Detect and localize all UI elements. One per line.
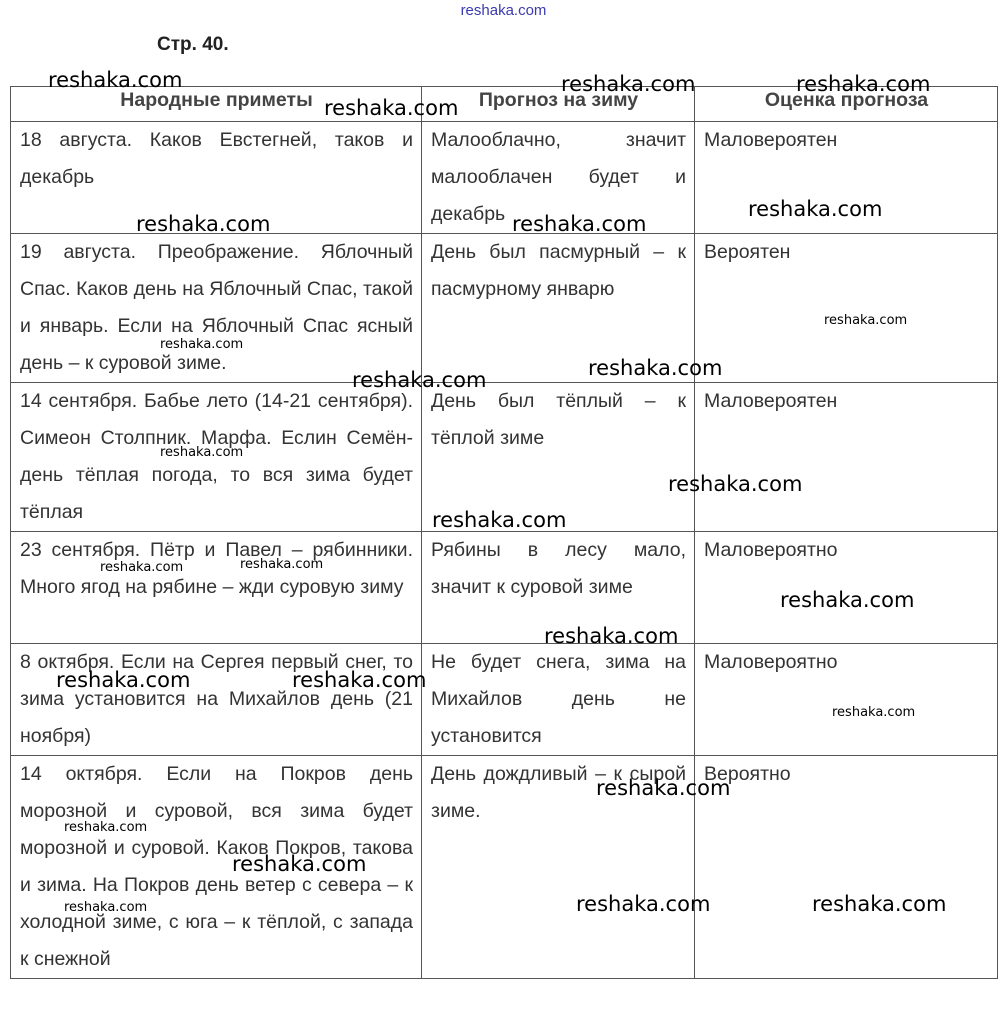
assessment-cell: Маловероятно xyxy=(695,532,998,644)
watermark: reshaka.com xyxy=(832,705,916,720)
watermark: reshaka.com xyxy=(64,820,148,835)
watermark: reshaka.com xyxy=(48,68,183,92)
sign-cell: 19 августа. Преображение. Яблочный Спас. Каков день на Яблочный Спас, такой и январь. Если на Яблочный Спас ясный день – к суровой зиме. xyxy=(11,234,422,383)
header-winter-forecast: Прогноз на зиму xyxy=(422,87,695,122)
watermark: reshaka.com xyxy=(100,560,184,575)
assessment-cell: Маловероятно xyxy=(695,644,998,756)
watermark: reshaka.com xyxy=(596,776,731,800)
page-number: Стр. 40. xyxy=(157,34,229,55)
sign-cell: 14 сентября. Бабье лето (14-21 сентября). Симеон Столпник. Марфа. Еслин Семён-день тёплая погода, то вся зима будет тёплая xyxy=(11,383,422,532)
watermark: reshaka.com xyxy=(136,212,271,236)
forecast-cell: День был пасмурный – к пасмурному январю xyxy=(422,234,695,383)
assessment-cell: Вероятно xyxy=(695,756,998,979)
forecast-cell: Рябины в лесу мало, значит к суровой зиме xyxy=(422,532,695,644)
forecast-cell: Не будет снега, зима на Михайлов день не установится xyxy=(422,644,695,756)
watermark: reshaka.com xyxy=(352,368,487,392)
table-row xyxy=(11,644,998,756)
site-link[interactable]: reshaka.com xyxy=(460,2,547,19)
watermark: reshaka.com xyxy=(160,445,244,460)
watermark: reshaka.com xyxy=(668,472,803,496)
table-row xyxy=(11,756,998,979)
watermark: reshaka.com xyxy=(160,337,244,352)
sign-cell: 8 октября. Если на Сергея первый снег, то зима установится на Михайлов день (21 ноября) xyxy=(11,644,422,756)
watermark: reshaka.com xyxy=(56,668,191,692)
watermark: reshaka.com xyxy=(812,892,947,916)
watermark: reshaka.com xyxy=(432,508,567,532)
forecast-cell: День дождливый – к сырой зиме. xyxy=(422,756,695,979)
watermark: reshaka.com xyxy=(561,72,696,96)
header-forecast-assessment: Оценка прогноза xyxy=(695,87,998,122)
watermark: reshaka.com xyxy=(780,588,915,612)
forecast-cell: Малооблачно, значит малооблачен будет и декабрь xyxy=(422,122,695,234)
watermark: reshaka.com xyxy=(324,96,459,120)
watermark: reshaka.com xyxy=(544,624,679,648)
assessment-cell: Маловероятен xyxy=(695,383,998,532)
watermark: reshaka.com xyxy=(240,557,324,572)
forecast-cell: День был тёплый – к тёплой зиме xyxy=(422,383,695,532)
header-folk-signs: Народные приметы xyxy=(11,87,422,122)
watermark: reshaka.com xyxy=(824,313,908,328)
watermark: reshaka.com xyxy=(576,892,711,916)
sign-cell: 18 августа. Каков Евстегней, таков и декабрь xyxy=(11,122,422,234)
watermark: reshaka.com xyxy=(588,356,723,380)
watermark: reshaka.com xyxy=(512,212,647,236)
table-row xyxy=(11,234,998,383)
assessment-cell: Вероятен xyxy=(695,234,998,383)
sign-cell: 23 сентября. Пётр и Павел – рябинники. Много ягод на рябине – жди суровую зиму xyxy=(11,532,422,644)
assessment-cell: Маловероятен xyxy=(695,122,998,234)
watermark: reshaka.com xyxy=(232,852,367,876)
watermark: reshaka.com xyxy=(796,72,931,96)
watermark: reshaka.com xyxy=(64,900,148,915)
watermark: reshaka.com xyxy=(292,668,427,692)
sign-cell: 14 октября. Если на Покров день морозной и суровой, вся зима будет морозной и суровой. Каков Покров, такова и зима. На Покров день ветер с севера – к холодной зиме, с юга – к тёплой, с запада к снежной xyxy=(11,756,422,979)
watermark: reshaka.com xyxy=(748,197,883,221)
